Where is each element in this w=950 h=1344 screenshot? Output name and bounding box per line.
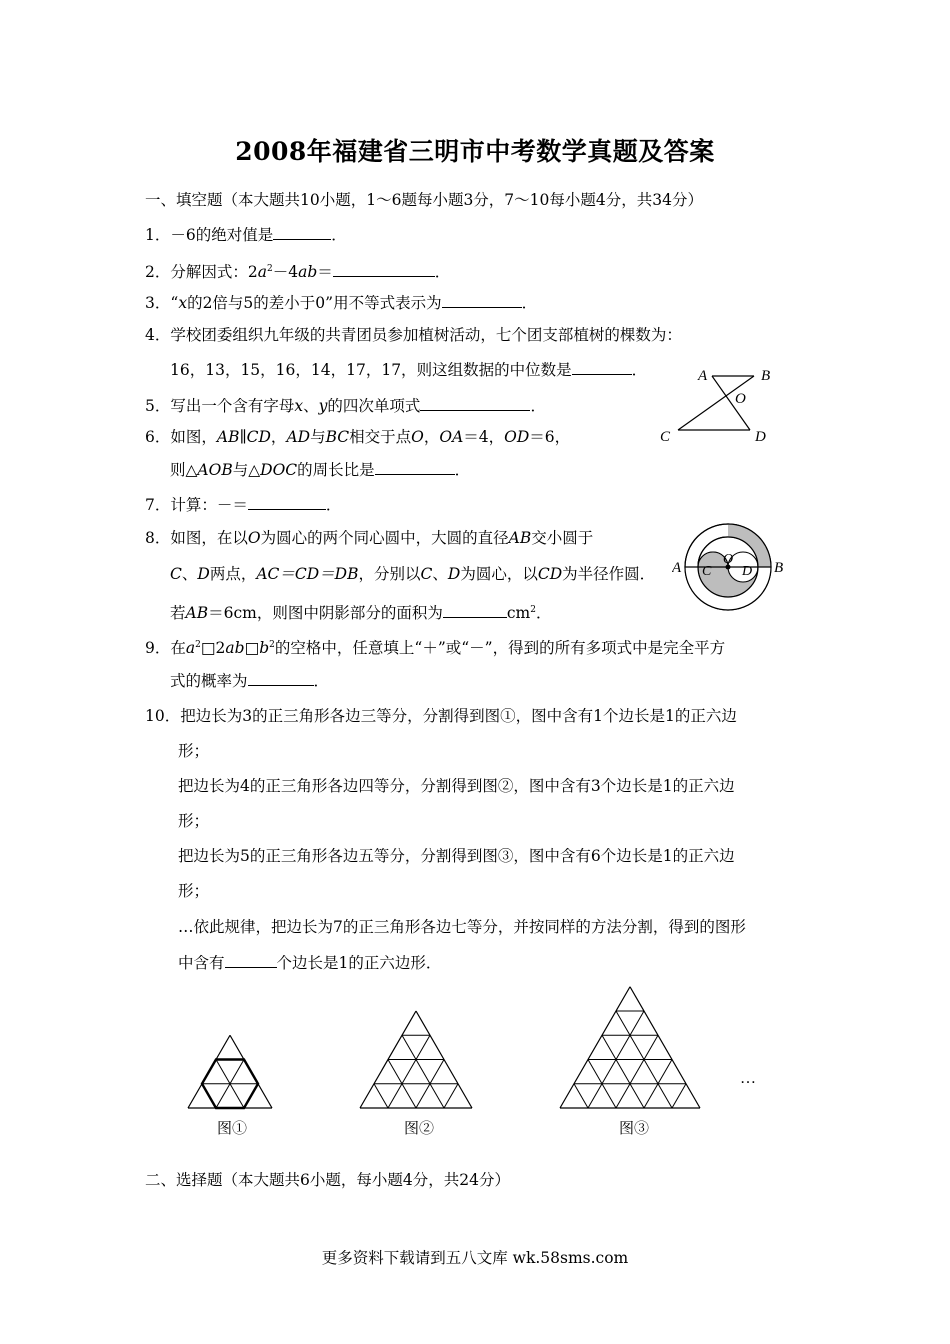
- q2-answer-blank[interactable]: [333, 262, 435, 277]
- q10-paragraph-1: 把边长为3的正三角形各边三等分，分割得到图①，图中含有1个边长是1的正六边: [180, 707, 737, 725]
- grid-line: [630, 987, 700, 1108]
- grid-line: [388, 1035, 430, 1108]
- q8-ab: AB: [508, 529, 532, 547]
- question-4-line2: [170, 360, 647, 380]
- q8-number: 8．: [145, 529, 171, 547]
- q3-end: ．: [521, 294, 538, 312]
- q1-number: 1．: [145, 226, 171, 244]
- q5-end: ．: [530, 397, 546, 415]
- q5-answer-blank[interactable]: [420, 396, 530, 411]
- figure-q6-parallel-lines: [650, 360, 790, 450]
- q9-line2-text: 式的概率为: [170, 672, 248, 690]
- q3-answer-blank[interactable]: [442, 293, 522, 308]
- label-a: A: [672, 560, 682, 576]
- q8-unit-exp: 2: [530, 605, 536, 615]
- q8-d2: D: [447, 565, 461, 583]
- q8-d: D: [197, 565, 210, 583]
- q6-text-c: 相交于点: [349, 428, 412, 446]
- q6-line2-text: 则△: [170, 461, 198, 479]
- label-b: B: [761, 368, 771, 384]
- footer-text: 更多资料下载请到五八文库 wk.58sms.com: [321, 1249, 629, 1267]
- question-5: [145, 396, 546, 416]
- q4-number: 4．: [145, 326, 171, 344]
- q9-exp-b: 2: [269, 640, 275, 650]
- q3-number: 3．: [145, 294, 171, 312]
- q6-sep2: ，: [423, 428, 440, 446]
- q8-text-b: 为圆心的两个同心圆中，大圆的直径: [260, 529, 509, 547]
- q8-end: ．: [535, 604, 552, 623]
- q5-text-b: 的四次单项式: [327, 397, 421, 415]
- q1-end: ．: [331, 226, 347, 244]
- q6-text-d: ＝4，: [463, 428, 505, 446]
- q6-end: ．: [454, 461, 471, 479]
- q10-text: 中含有: [178, 954, 225, 972]
- question-8: [145, 528, 593, 548]
- q8-cd: CD: [537, 565, 563, 583]
- q2-number: 2．: [145, 263, 171, 282]
- q9-answer-blank[interactable]: [248, 671, 314, 686]
- q5-text: 写出一个含有字母: [170, 397, 295, 415]
- q6-line2-b: 与△: [232, 461, 261, 479]
- q6-parallel: AB∥CD: [216, 428, 271, 446]
- label-d: D: [742, 564, 753, 579]
- question-2: [145, 259, 450, 282]
- q3-var-x: x: [178, 294, 188, 312]
- caption-figure-2: 图②: [404, 1119, 435, 1137]
- q4-text: 学校团委组织九年级的共青团员参加植树活动，七个团支部植树的棵数为：: [170, 326, 682, 344]
- q8-line2-d: 为半径作圆．: [562, 565, 656, 583]
- q10-text-end: 个边长是1的正六边形．: [276, 954, 442, 972]
- q8-o: O: [247, 529, 261, 547]
- q6-text-e: ＝6，: [529, 428, 571, 446]
- section1-heading: 一、填空题（本大题共10小题，1～6题每小题3分，7～10每小题4分，共34分）: [145, 191, 703, 209]
- q7-answer-blank[interactable]: [248, 495, 326, 510]
- q8-ab2: AB: [185, 604, 209, 623]
- q5-number: 5．: [145, 397, 171, 415]
- q10-paragraph-4: …依此规律，把边长为7的正三角形各边七等分，并按同样的方法分割，得到的图形: [178, 918, 746, 936]
- q8-unit: cm: [506, 604, 531, 623]
- q9-b: b: [259, 639, 270, 658]
- q2-text-b: －4: [272, 263, 299, 282]
- label-o: O: [735, 391, 746, 407]
- label-a: A: [698, 368, 708, 384]
- label-c: C: [702, 564, 712, 579]
- q3-text: 的2倍与5的差小于0”用不等式表示为: [187, 294, 442, 312]
- question-10: [145, 706, 737, 726]
- q7-text: 计算：－＝: [170, 496, 248, 514]
- q8-line3-b: ＝6cm，则图中阴影部分的面积为: [208, 604, 443, 623]
- q7-end: ．: [325, 496, 342, 514]
- q9-text-d: 的空格中，任意填上“＋”或“－”，得到的所有多项式中是完全平方: [274, 639, 726, 658]
- q6-o: O: [411, 428, 424, 446]
- q10-answer-blank[interactable]: [225, 953, 277, 968]
- question-3: [145, 293, 537, 313]
- q8-sep: 、: [181, 565, 198, 583]
- q1-text: －6的绝对值是: [170, 226, 274, 244]
- grid-line: [402, 1035, 444, 1108]
- q2-text: 分解因式：2: [170, 263, 258, 282]
- q5-sep: 、: [303, 397, 319, 415]
- question-8-line2: [170, 564, 655, 584]
- page-title: 2008年福建省三明市中考数学真题及答案: [235, 137, 715, 166]
- q9-number: 9．: [145, 639, 171, 658]
- label-c: C: [660, 429, 671, 445]
- q5-var-x: x: [294, 397, 304, 415]
- q4-end: ．: [631, 361, 648, 379]
- q9-a: a: [185, 639, 196, 658]
- question-6: [145, 427, 570, 447]
- q6-bc: BC: [325, 428, 350, 446]
- grid-line: [374, 1084, 388, 1108]
- q9-ab: ab: [225, 639, 245, 658]
- q8-c2: C: [420, 565, 433, 583]
- question-1: [145, 225, 347, 245]
- question-4: [145, 325, 682, 345]
- triangle-figure-1: [188, 1035, 272, 1108]
- q6-text-b: 与: [310, 428, 326, 446]
- q4-answer-blank[interactable]: [572, 360, 632, 375]
- q6-answer-blank[interactable]: [375, 460, 455, 475]
- q4-data: 16，13，15，16，14，17，17，则这组数据的中位数是: [170, 361, 572, 379]
- question-9-line2: [170, 671, 329, 691]
- label-o: O: [723, 552, 734, 567]
- grid-line: [444, 1084, 458, 1108]
- q6-sep: ，: [270, 428, 287, 446]
- q8-line2-text: 两点，: [209, 565, 257, 583]
- q8-line2-b: ，分别以: [358, 565, 421, 583]
- label-d: D: [755, 429, 766, 445]
- q10-p3-cont: 形；: [178, 882, 210, 900]
- caption-figure-3: 图③: [619, 1119, 650, 1137]
- triangle-figure-3: [560, 987, 700, 1108]
- q10-p1-cont: 形；: [178, 742, 210, 760]
- q8-line3-text: 若: [170, 604, 186, 623]
- q9-end: ．: [313, 672, 330, 690]
- q2-var-ab: ab: [298, 263, 318, 282]
- q9-text-b: □2: [200, 639, 226, 658]
- q6-od: OD: [504, 428, 530, 446]
- q8-equation: AC＝CD＝DB: [256, 565, 359, 583]
- question-7: [145, 495, 341, 515]
- q8-text: 如图，在以: [170, 529, 248, 547]
- q10-paragraph-2: 把边长为4的正三角形各边四等分，分割得到图②，图中含有3个边长是1的正六边: [178, 777, 735, 795]
- q2-end: ．: [434, 263, 451, 282]
- q8-sep2: 、: [432, 565, 448, 583]
- q8-text-c: 交小圆于: [531, 529, 594, 547]
- q8-c: C: [170, 565, 182, 583]
- q7-number: 7．: [145, 496, 171, 514]
- grid-line: [560, 987, 630, 1108]
- triangle-figure-2: [360, 1011, 472, 1108]
- grid-line: [602, 1035, 644, 1108]
- triangle-figures: [180, 980, 780, 1115]
- q6-ad: AD: [286, 428, 311, 446]
- q2-exponent: 2: [267, 264, 273, 274]
- section2-heading: 二、选择题（本大题共6小题，每小题4分，共24分）: [145, 1171, 510, 1189]
- q8-answer-blank[interactable]: [443, 603, 507, 618]
- caption-figure-1: 图①: [217, 1119, 248, 1137]
- q6-line2-c: 的周长比是: [297, 461, 375, 479]
- q9-exp: 2: [195, 640, 201, 650]
- q3-quote: “: [170, 294, 179, 312]
- q2-var-a: a: [257, 263, 267, 282]
- question-9: [145, 635, 725, 658]
- figure-q8-concentric-circles: [672, 515, 792, 615]
- ellipsis: …: [740, 1070, 756, 1087]
- q10-number: 10．: [145, 707, 181, 725]
- grid-line: [672, 1084, 686, 1108]
- grid-line: [574, 1084, 588, 1108]
- q10-p2-cont: 形；: [178, 812, 210, 830]
- q5-var-y: y: [318, 397, 328, 415]
- question-8-line3: [170, 600, 552, 623]
- q6-oa: OA: [439, 428, 464, 446]
- q2-equals: ＝: [317, 263, 333, 282]
- q9-text: 在: [170, 639, 186, 658]
- q10-p4-cont: [178, 953, 441, 973]
- label-b: B: [774, 560, 784, 576]
- q6-number: 6．: [145, 428, 171, 446]
- q6-doc: DOC: [260, 461, 298, 479]
- question-6-line2: [170, 460, 470, 480]
- q1-answer-blank[interactable]: [273, 225, 331, 240]
- q10-paragraph-3: 把边长为5的正三角形各边五等分，分割得到图③，图中含有6个边长是1的正六边: [178, 847, 735, 865]
- q6-aob: AOB: [197, 461, 233, 479]
- q9-text-c: □: [244, 639, 260, 658]
- grid-line: [616, 1035, 658, 1108]
- q6-text: 如图，: [170, 428, 217, 446]
- q8-line2-c: 为圆心，以: [460, 565, 538, 583]
